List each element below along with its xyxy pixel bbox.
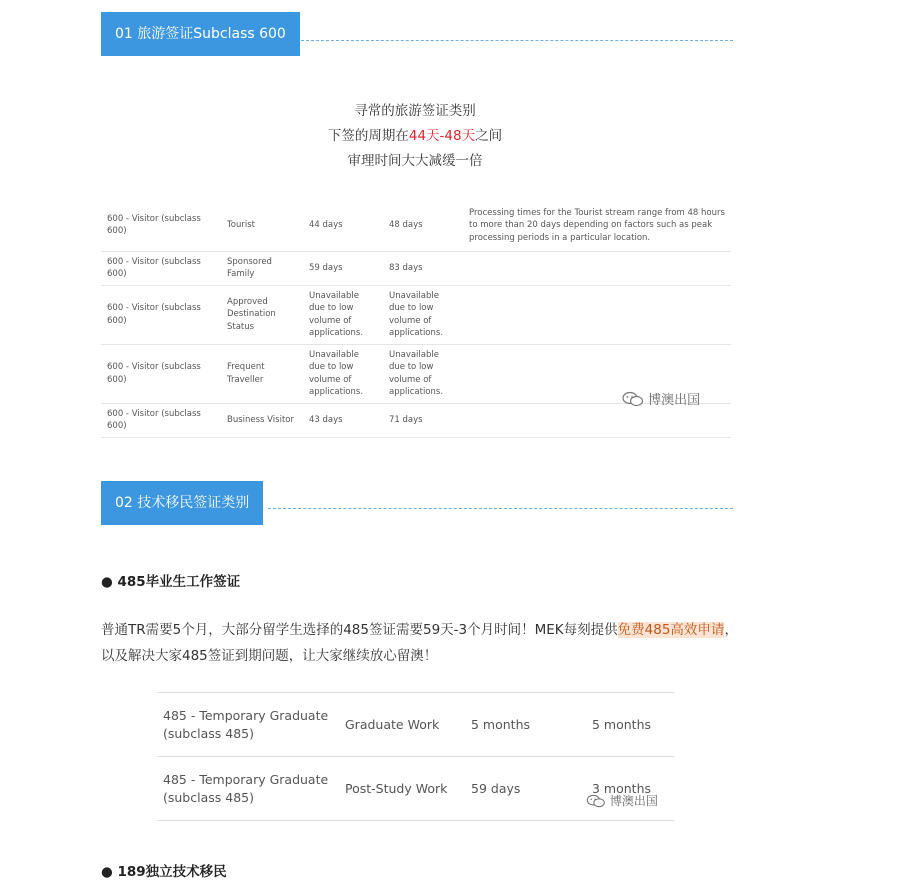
cell-time-90: 3 months [586, 757, 674, 821]
cell-note [463, 403, 731, 437]
cell-note [463, 251, 731, 285]
cell-stream: Graduate Work [339, 693, 465, 757]
section-label: 01 旅游签证Subclass 600 [101, 12, 300, 56]
cell-visa: 600 - Visitor (subclass 600) [101, 285, 221, 344]
intro-line-3: 审理时间大大减缓一倍 [347, 153, 483, 169]
cell-visa: 600 - Visitor (subclass 600) [101, 403, 221, 437]
watermark-text: 博澳出国 [609, 794, 658, 808]
cell-stream: Approved Destination Status [221, 285, 303, 344]
cell-stream: Frequent Traveller [221, 344, 303, 403]
dashed-divider [301, 40, 733, 41]
wechat-icon [586, 794, 606, 808]
cell-visa: 600 - Visitor (subclass 600) [101, 344, 221, 403]
section-header-2 [101, 481, 263, 525]
cell-time-90: 5 months [586, 693, 674, 757]
section-header-1 [101, 12, 300, 56]
table-row [101, 285, 731, 344]
watermark [622, 389, 700, 408]
table-row [101, 251, 731, 285]
subheading-189: ● 189独立技术移民 [101, 864, 227, 880]
processing-range: 44天-48天 [408, 128, 476, 144]
cell-note [463, 285, 731, 344]
table-row [157, 757, 674, 821]
watermark [586, 792, 658, 809]
paragraph-485: 普通TR需要5个月，大部分留学生选择的485签证需要59天-3个月时间！MEK每刻提供免费485高效申请，以及解决大家485签证到期问题，让大家继续放心留澳！ [101, 622, 738, 664]
cell-time-75: Unavailable due to low volume of applications. [303, 344, 383, 403]
highlight-text: 免费485高效申请 [617, 622, 725, 638]
section-label: 02 技术移民签证类别 [101, 481, 263, 525]
cell-time-90: Unavailable due to low volume of applications. [383, 285, 463, 344]
subheading-485: ● 485毕业生工作签证 [101, 574, 241, 590]
cell-time-90: 48 days [383, 200, 463, 251]
intro-line-2: 下签的周期在44天-48天之间 [327, 128, 503, 144]
cell-time-90: 83 days [383, 251, 463, 285]
cell-time-90: 71 days [383, 403, 463, 437]
cell-time-75: 59 days [465, 757, 586, 821]
table-row [157, 693, 674, 757]
cell-stream: Business Visitor [221, 403, 303, 437]
watermark-text: 博澳出国 [648, 393, 701, 408]
cell-time-75: 44 days [303, 200, 383, 251]
cell-stream: Post-Study Work [339, 757, 465, 821]
table-row [101, 200, 731, 251]
cell-stream: Tourist [221, 200, 303, 251]
cell-visa: 600 - Visitor (subclass 600) [101, 251, 221, 285]
cell-time-75: 5 months [465, 693, 586, 757]
cell-visa: 485 - Temporary Graduate (subclass 485) [157, 757, 339, 821]
dashed-divider [268, 508, 733, 509]
table-row [101, 403, 731, 437]
wechat-icon [622, 391, 644, 407]
cell-time-75: 59 days [303, 251, 383, 285]
cell-visa: 485 - Temporary Graduate (subclass 485) [157, 693, 339, 757]
cell-time-75: Unavailable due to low volume of applications. [303, 285, 383, 344]
cell-stream: Sponsored Family [221, 251, 303, 285]
cell-note: Processing times for the Tourist stream range from 48 hours to more than 20 days depending on factors such as peak processing periods in a particular location. [463, 200, 731, 251]
cell-visa: 600 - Visitor (subclass 600) [101, 200, 221, 251]
intro-line-1: 寻常的旅游签证类别 [354, 103, 476, 119]
cell-time-75: 43 days [303, 403, 383, 437]
cell-time-90: Unavailable due to low volume of applications. [383, 344, 463, 403]
